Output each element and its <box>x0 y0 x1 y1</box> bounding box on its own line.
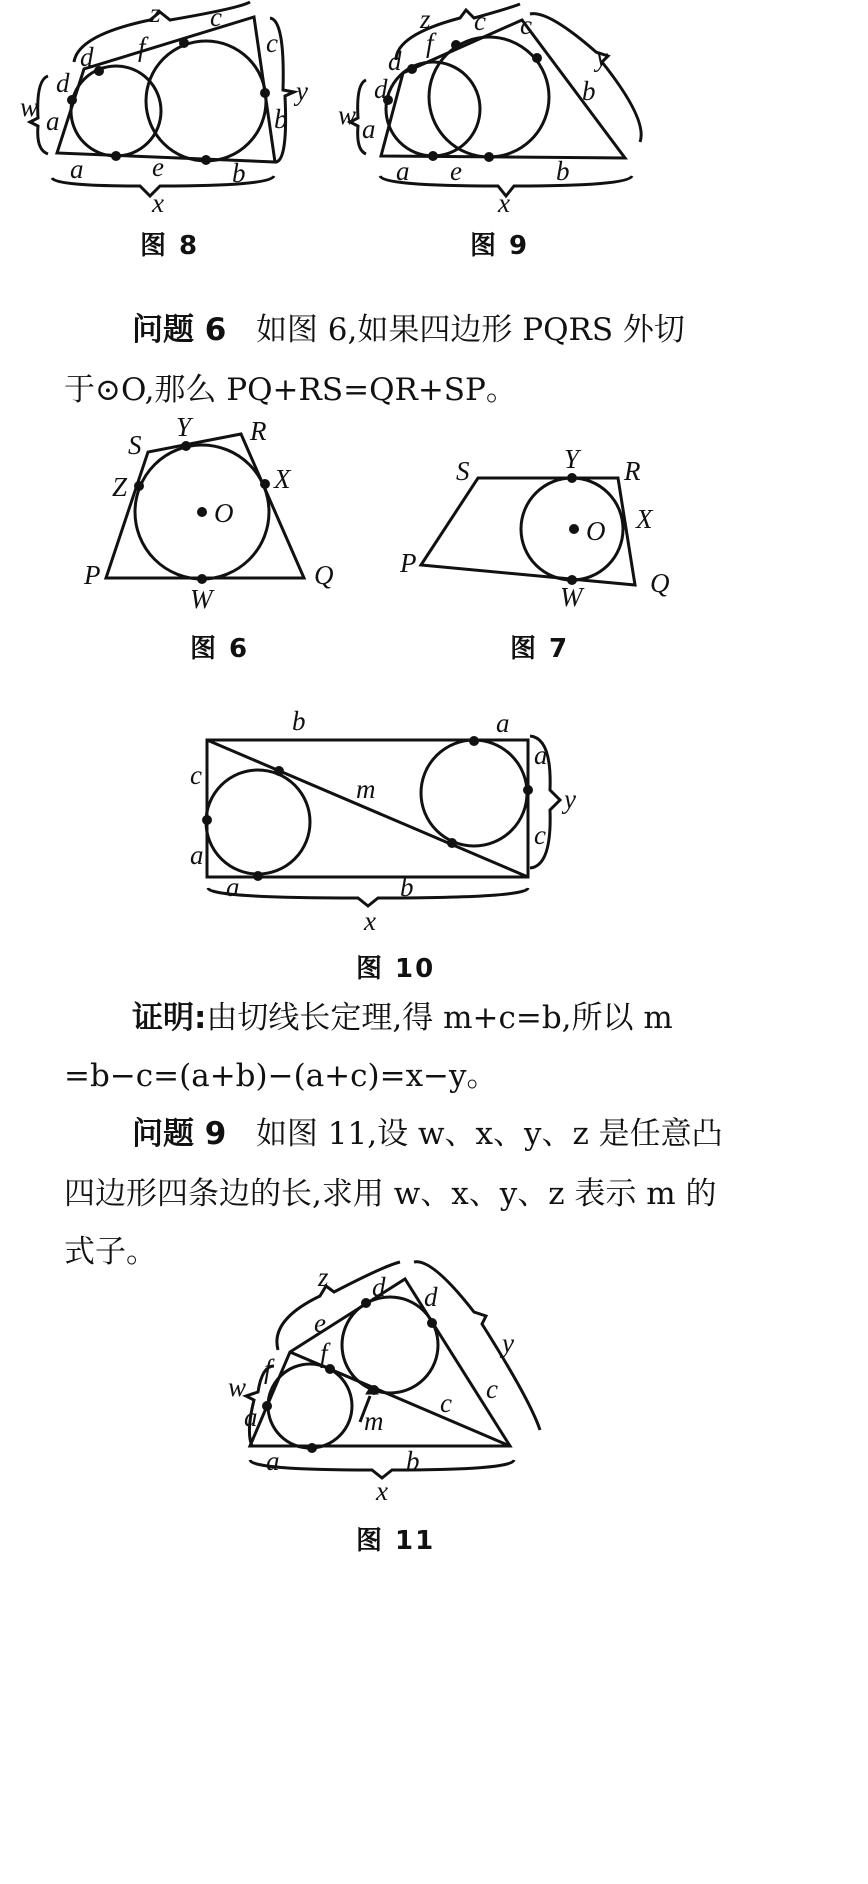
fig8-label-c-top: c <box>210 2 222 32</box>
fig8-label-a-left: a <box>46 106 60 136</box>
fig10-label-a-left: a <box>190 840 204 870</box>
fig11-label-x: x <box>376 1476 388 1506</box>
fig9-label-y: y <box>596 42 608 72</box>
fig11-label-f-mid: f <box>320 1338 328 1368</box>
fig10-label-m: m <box>356 774 376 804</box>
figure-9-caption: 图 9 <box>470 231 530 261</box>
fig6-label-W: W <box>190 584 213 614</box>
fig6-label-X: X <box>274 464 291 494</box>
fig6-label-Z: Z <box>112 472 128 502</box>
fig7-label-Q: Q <box>650 568 670 598</box>
fig11-label-c-right: c <box>486 1374 498 1404</box>
fig9-label-f: f <box>426 28 434 58</box>
proof-line1: 由切线长定理,得 m+c=b,所以 m <box>206 1000 673 1036</box>
figure-8-caption: 图 8 <box>140 231 200 261</box>
fig6-label-O: O <box>214 498 234 528</box>
fig9-label-d-left: d <box>374 74 388 104</box>
fig11-label-z: z <box>318 1262 329 1292</box>
fig6-label-R: R <box>250 416 267 446</box>
fig9-label-b-right: b <box>582 76 596 106</box>
fig11-label-f-left: f <box>264 1354 272 1384</box>
problem-9-line1: 如图 11,设 w、x、y、z 是任意凸 <box>255 1116 723 1152</box>
fig8-label-y: y <box>296 76 308 106</box>
fig11-label-y: y <box>502 1328 514 1358</box>
fig9-label-x: x <box>498 188 510 218</box>
figure-11-caption: 图 11 <box>356 1526 436 1556</box>
fig11-label-a-left: a <box>244 1402 258 1432</box>
fig8-label-f: f <box>138 32 146 62</box>
fig10-label-b-top: b <box>292 706 306 736</box>
fig9-label-b-bottom: b <box>556 156 570 186</box>
fig8-label-z: z <box>150 0 161 28</box>
fig7-label-O: O <box>586 516 606 546</box>
fig8-label-b-right: b <box>274 104 288 134</box>
fig11-label-m: m <box>364 1406 384 1436</box>
problem-6-line2: 于⊙O,那么 PQ+RS=QR+SP。 <box>64 372 517 408</box>
fig9-label-w: w <box>338 100 357 130</box>
fig6-label-S: S <box>128 430 142 460</box>
fig9-label-z: z <box>420 4 431 34</box>
fig8-label-a-bottom: a <box>70 154 84 184</box>
fig10-label-a-right: a <box>534 740 548 770</box>
fig11-label-c-mid: c <box>440 1388 452 1418</box>
figure-7-caption: 图 7 <box>510 634 570 664</box>
problem-6-lead: 问题 6 <box>132 312 227 348</box>
fig7-label-W: W <box>560 582 583 612</box>
fig10-label-x: x <box>364 906 376 936</box>
proof-lead: 证明: <box>132 1000 207 1036</box>
fig11-label-w: w <box>228 1372 247 1402</box>
problem-9-line2: 四边形四条边的长,求用 w、x、y、z 表示 m 的 <box>64 1176 717 1212</box>
fig9-label-e: e <box>450 156 462 186</box>
problem-9-lead: 问题 9 <box>132 1116 227 1152</box>
fig9-label-c-top: c <box>474 6 486 36</box>
fig8-label-x: x <box>152 188 164 218</box>
fig10-label-b-bottom: b <box>400 872 414 902</box>
fig8-label-w: w <box>20 92 39 122</box>
fig8-label-d-top: d <box>80 42 94 72</box>
fig7-label-X: X <box>636 504 653 534</box>
problem-9-line3: 式子。 <box>64 1234 157 1270</box>
fig10-label-a-top: a <box>496 708 510 738</box>
problem-6-line1: 如图 6,如果四边形 PQRS 外切 <box>255 312 685 348</box>
fig9-label-a-bottom: a <box>396 156 410 186</box>
fig9-label-c-right: c <box>520 10 532 40</box>
fig8-label-c-right: c <box>266 28 278 58</box>
fig7-label-S: S <box>456 456 470 486</box>
fig6-label-P: P <box>84 560 101 590</box>
fig11-label-d-right: d <box>424 1282 438 1312</box>
fig7-label-R: R <box>624 456 641 486</box>
fig9-label-a-left: a <box>362 114 376 144</box>
fig10-label-c-right: c <box>534 820 546 850</box>
figure-6-caption: 图 6 <box>190 634 250 664</box>
fig8-label-d-left: d <box>56 68 70 98</box>
fig7-label-Y: Y <box>564 444 580 474</box>
fig11-label-e: e <box>314 1308 326 1338</box>
fig10-label-a-bottom: a <box>226 872 240 902</box>
fig11-label-b-bottom: b <box>406 1446 420 1476</box>
fig6-label-Y: Y <box>176 412 192 442</box>
fig6-label-Q: Q <box>314 560 334 590</box>
fig7-label-P: P <box>400 548 417 578</box>
fig11-label-a-bottom: a <box>266 1446 280 1476</box>
figure-10-caption: 图 10 <box>356 954 436 984</box>
fig11-label-d-top: d <box>372 1272 386 1302</box>
fig10-label-y: y <box>564 784 576 814</box>
proof-line2: =b−c=(a+b)−(a+c)=x−y。 <box>64 1058 498 1094</box>
fig8-label-e: e <box>152 152 164 182</box>
fig10-label-c-left: c <box>190 760 202 790</box>
fig8-label-b-bottom: b <box>232 158 246 188</box>
fig9-label-d-top: d <box>388 46 402 76</box>
